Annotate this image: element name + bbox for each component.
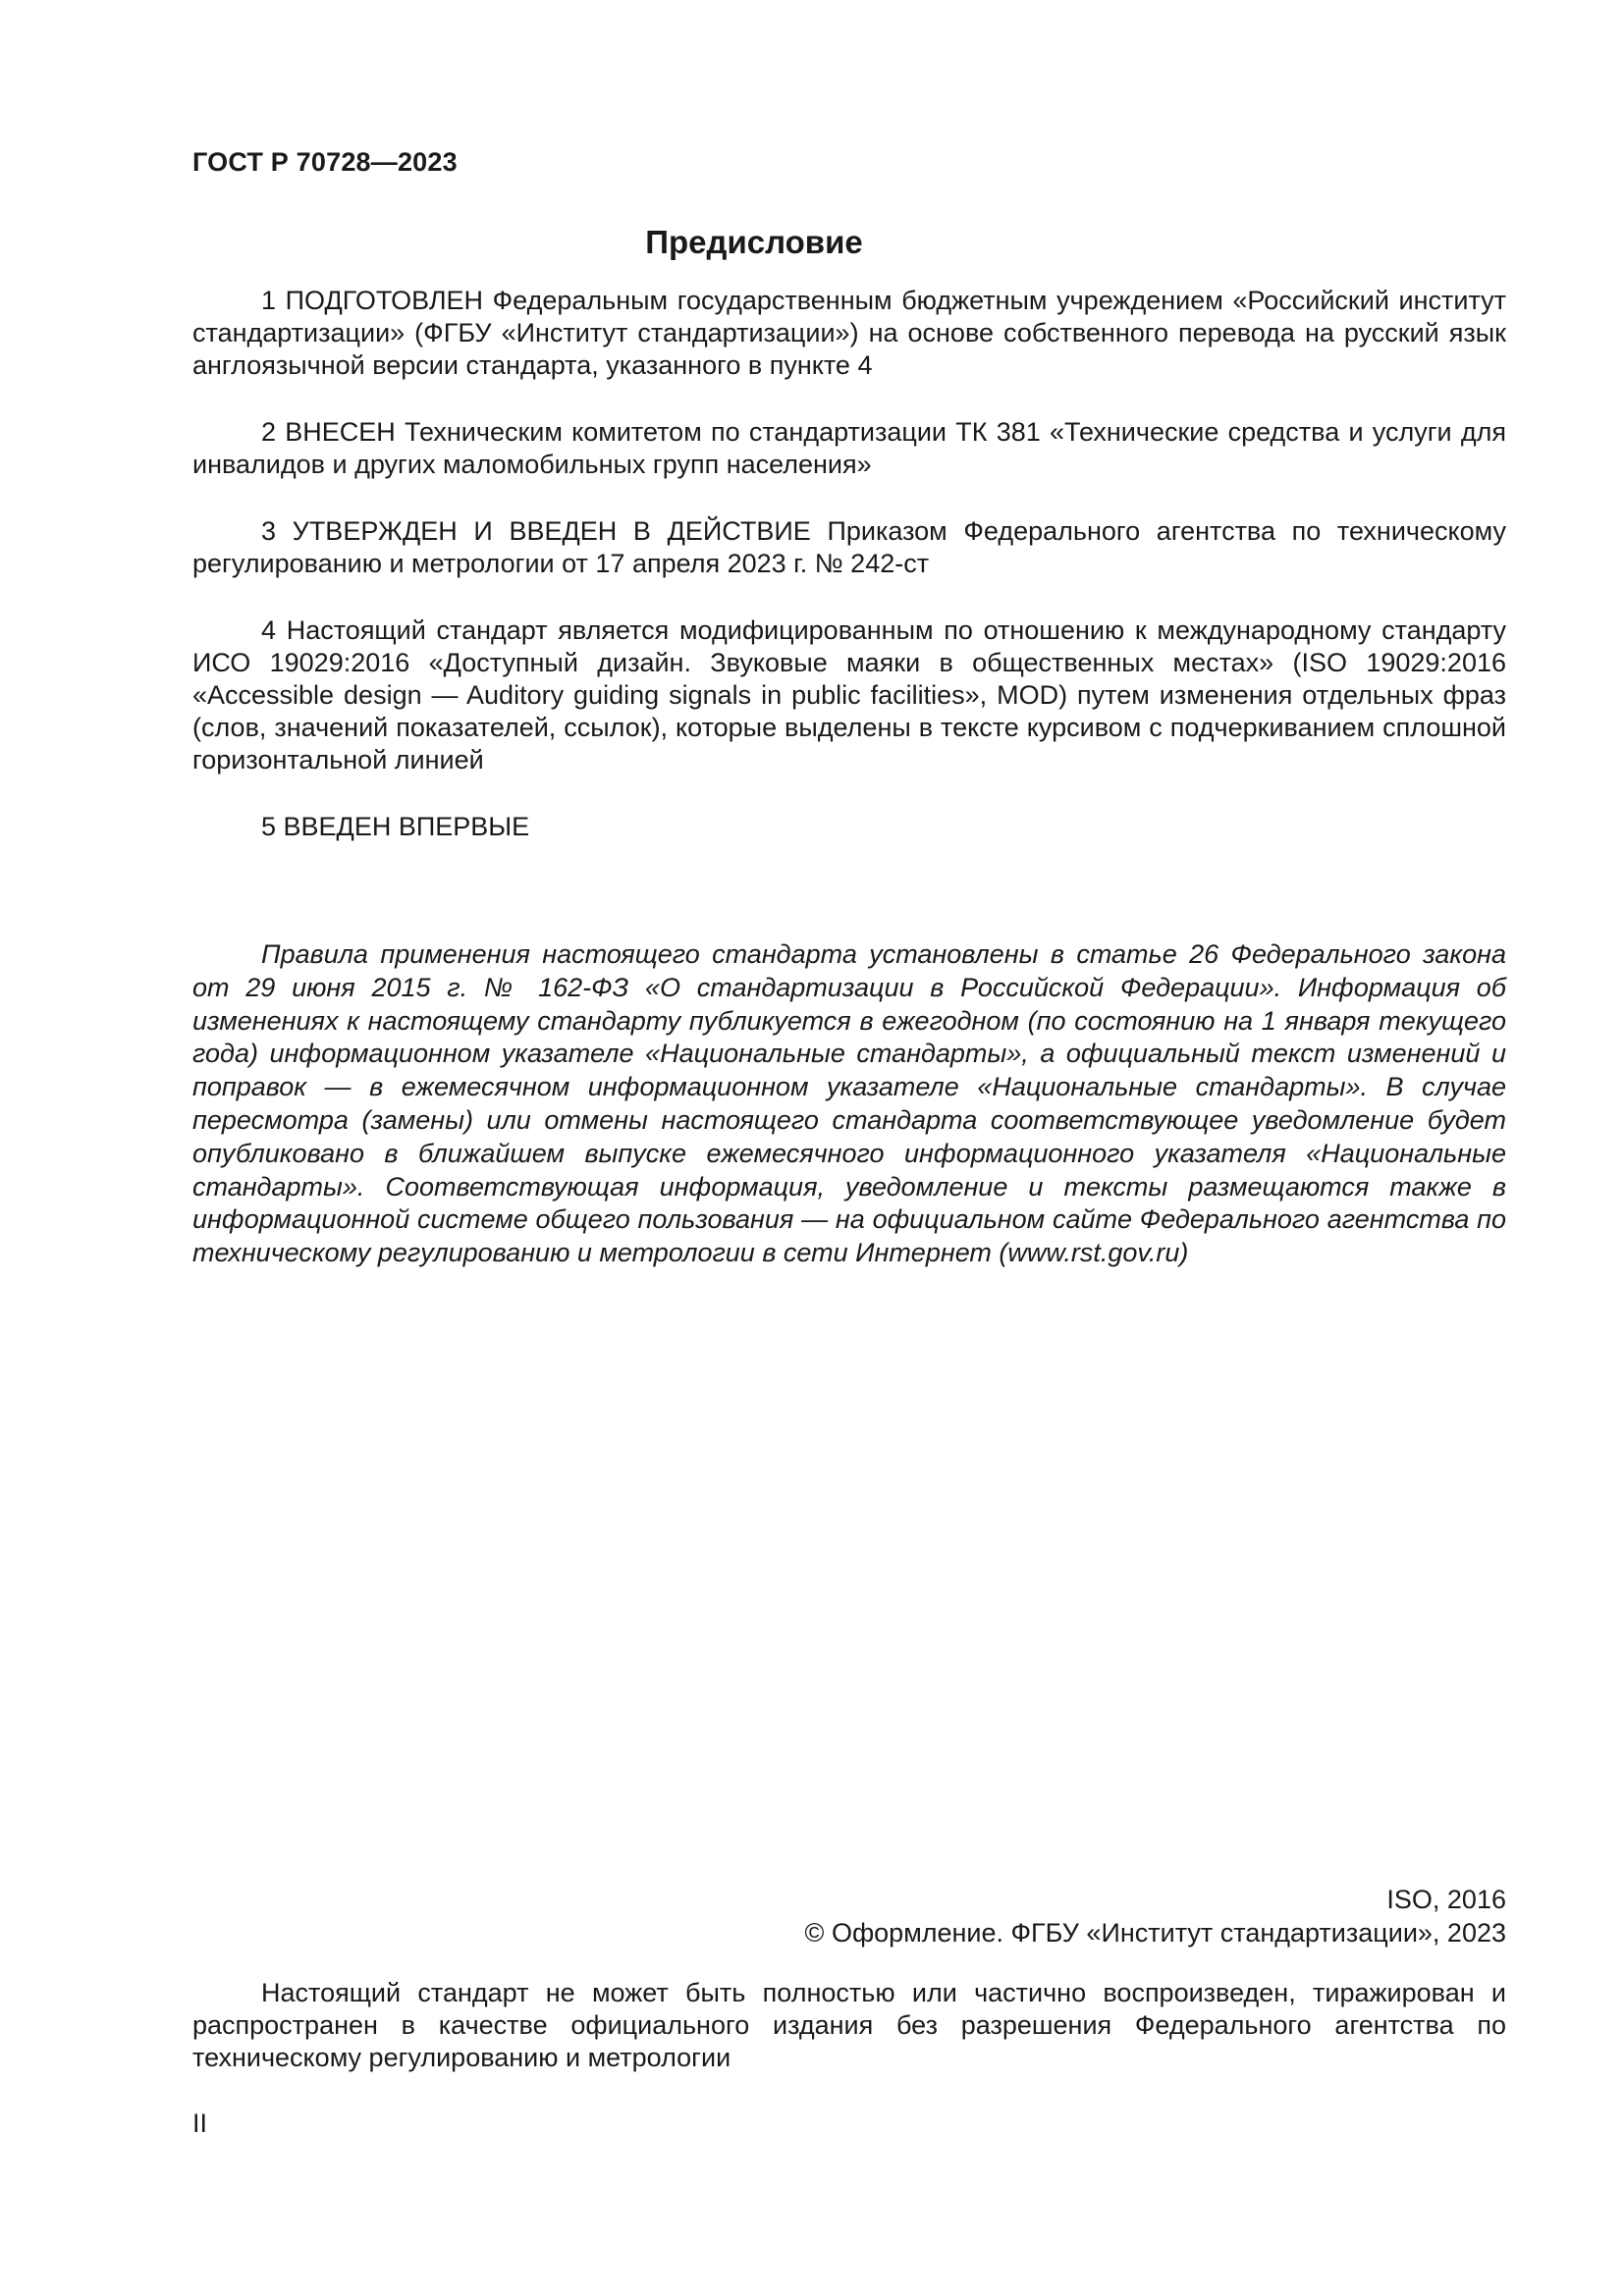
foreword-item-5: 5 ВВЕДЕН ВПЕРВЫЕ <box>261 812 530 841</box>
page-number: II <box>192 2109 208 2138</box>
copyright-iso: ISO, 2016 <box>1386 1885 1506 1914</box>
copyright-design: © Оформление. ФГБУ «Институт стандартизации», 2023 <box>804 1918 1506 1948</box>
page-title: Предисловие <box>645 224 863 260</box>
foreword-item-3: 3 УТВЕРЖДЕН И ВВЕДЕН В ДЕЙСТВИЕ Приказом Федерального агентства по техническому регулированию и метрологии от 17 апреля 2023 г. № 242-ст <box>192 516 1506 578</box>
standard-designation: ГОСТ Р 70728—2023 <box>192 147 458 177</box>
foreword-item-1: 1 ПОДГОТОВЛЕН Федеральным государственным бюджетным учреждением «Российский институт стандартизации» (ФГБУ «Институт стандартизации») на основе собственного перевода на русский язык англоязычной версии стандарта, указанного в пункте 4 <box>192 286 1506 380</box>
application-rules-notice: Правила применения настоящего стандарта установлены в статье 26 Федерального закона от 29 июня 2015 г. № 162-ФЗ «О стандартизации в Российской Федерации». Информация об изменениях к настоящему стандарту публикуется в ежегодном (по состоянию на 1 января текущего года) информационном указателе «Национальные стандарты», а официальный текст изменений и поправок — в ежемесячном информационном указателе «Национальные стандарты». В случае пересмотра (замены) или отмены настоящего стандарта соответствующее уведомление будет опубликовано в ближайшем выпуске ежемесячного информационного указателя «Национальные стандарты». Соответствующая информация, уведомление и тексты размещаются также в информационной системе общего пользования — на официальном сайте Федерального агентства по техническому регулированию и метрологии в сети Интернет (www.rst.gov.ru) <box>192 939 1506 1268</box>
foreword-item-2: 2 ВНЕСЕН Техническим комитетом по стандартизации ТК 381 «Технические средства и услуги для инвалидов и других маломобильных групп населения» <box>192 417 1506 479</box>
copyright-block <box>805 1883 1506 1949</box>
foreword-item-4: 4 Настоящий стандарт является модифицированным по отношению к международному стандарту ИСО 19029:2016 «Доступный дизайн. Звуковые маяки в общественных местах» (ISO 19029:2016 «Accessible design — Auditory guiding signals in public facilities», MOD) путем изменения отдельных фраз (слов, значений показателей, ссылок), которые выделены в тексте курсивом с подчеркиванием сплошной горизонтальной линией <box>192 615 1506 774</box>
reproduction-note: Настоящий стандарт не может быть полностью или частично воспроизведен, тиражирован и распространен в качестве официального издания без разрешения Федерального агентства по техническому регулированию и метрологии <box>192 1978 1506 2072</box>
